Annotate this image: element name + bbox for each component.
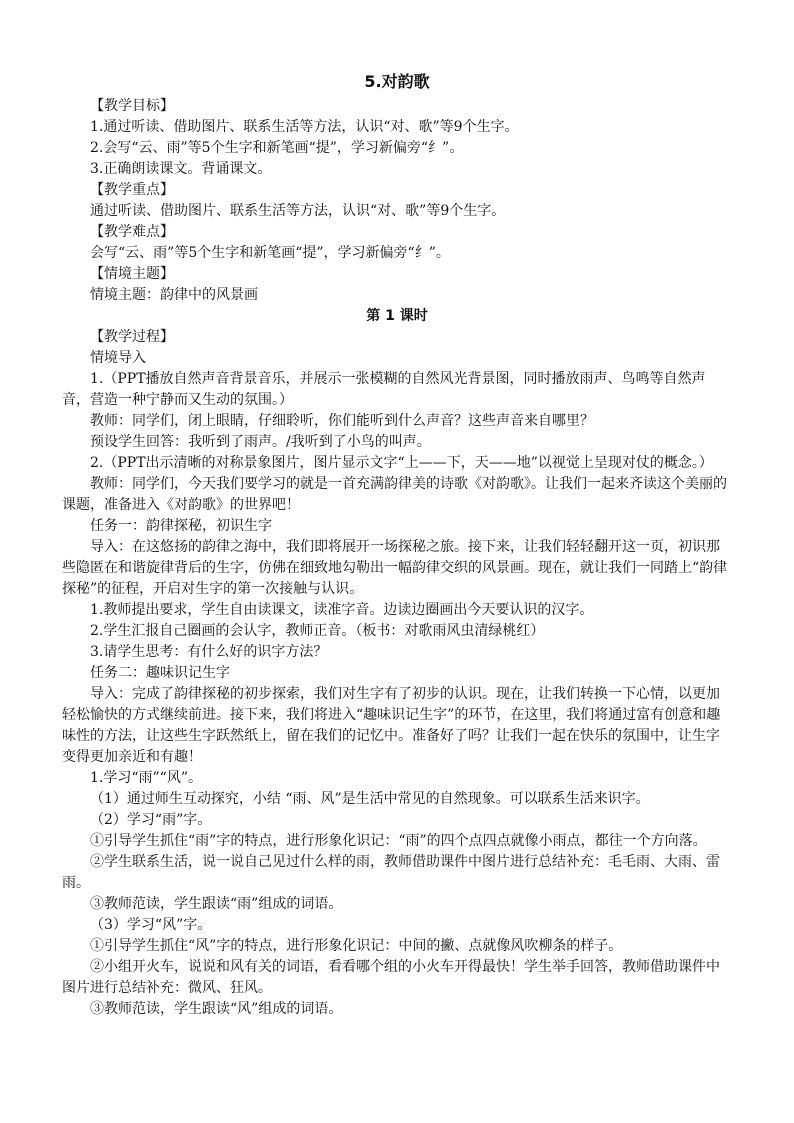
paragraph: ①引导学生抓住“雨”字的特点，进行形象化识记：“雨”的四个点四点就像小雨点，都往一个方向落。: [90, 833, 707, 849]
lesson-heading: 第 1 课时: [366, 308, 428, 324]
paragraph: 导入：在这悠扬的韵律之海中，我们即将展开一场探秘之旅。接下来，让我们轻轻翻开这一页，初识那些隐匿在和谐旋律背后的生字，仿佛在细致地勾勒出一幅韵律交织的风景画。现在，就让我们一同踏上“韵律探秘”的征程，开启对生字的第一次接触与认识。: [62, 539, 728, 597]
theme-text: 情境主题：韵律中的风景画: [90, 287, 258, 303]
section-heading-theme: 【情境主题】: [90, 266, 174, 282]
paragraph: 预设学生回答：我听到了雨声。/我听到了小鸟的叫声。: [90, 434, 431, 450]
paragraph: 教师：同学们，今天我们要学习的就是一首充满韵律美的诗歌《对韵歌》。让我们一起来齐读这个美丽的课题，准备进入《对韵歌》的世界吧！: [62, 476, 727, 513]
key-text: 通过听读、借助图片、联系生活等方法，认识“对、歌”等9个生字。: [90, 203, 506, 219]
paragraph: （2）学习“雨”字。: [90, 812, 212, 828]
section-heading-process: 【教学过程】: [90, 329, 174, 345]
section-heading-key: 【教学重点】: [90, 182, 174, 198]
goal-item: 2.会写“云、雨”等5个生字和新笔画“提”，学习新偏旁“纟”。: [90, 140, 464, 156]
intro-heading: 情境导入: [90, 350, 146, 366]
paragraph: 1.（PPT播放自然声音背景音乐，并展示一张模糊的自然风光背景图，同时播放雨声、鸟鸣等自然声音，营造一种宁静而又生动的氛围。）: [62, 371, 706, 408]
section-heading-goals: 【教学目标】: [90, 98, 174, 114]
paragraph: 3.请学生思考：有什么好的识字方法？: [90, 644, 328, 660]
goal-item: 3.正确朗读课文。背诵课文。: [90, 161, 272, 177]
paragraph: ①引导学生抓住“风”字的特点，进行形象化识记：中间的撇、点就像风吹柳条的样子。: [90, 938, 623, 954]
page-title: 5.对韵歌: [364, 72, 430, 91]
paragraph: ③教师范读，学生跟读“风”组成的词语。: [90, 1001, 343, 1017]
paragraph: ③教师范读，学生跟读“雨”组成的词语。: [90, 896, 343, 912]
paragraph: ②学生联系生活，说一说自己见过什么样的雨，教师借助课件中图片进行总结补充：毛毛雨、大雨、雷雨。: [62, 854, 720, 891]
task2-heading: 任务二：趣味识记生字: [90, 665, 230, 681]
task1-heading: 任务一：韵律探秘，初识生字: [90, 518, 272, 534]
paragraph: 2.学生汇报自己圈画的会认字，教师正音。（板书：对歌雨风虫清绿桃红）: [90, 623, 545, 639]
paragraph: 1.学习“雨”“风”。: [90, 770, 202, 786]
paragraph: （3）学习“风”字。: [90, 917, 212, 933]
paragraph: ②小组开火车，说说和风有关的词语，看看哪个组的小火车开得最快！学生举手回答，教师借助课件中图片进行总结补充：微风、狂风。: [62, 959, 720, 996]
section-heading-difficulty: 【教学难点】: [90, 224, 174, 240]
difficulty-text: 会写“云、雨”等5个生字和新笔画“提”，学习新偏旁“纟”。: [90, 245, 450, 261]
paragraph: 教师：同学们，闭上眼睛，仔细聆听，你们能听到什么声音？这些声音来自哪里？: [90, 413, 594, 429]
paragraph: （1）通过师生互动探究，小结 “雨、风”是生活中常见的自然现象。可以联系生活来识字。: [90, 791, 650, 807]
goal-item: 1.通过听读、借助图片、联系生活等方法，认识“对、歌”等9个生字。: [90, 119, 519, 135]
paragraph: 导入：完成了韵律探秘的初步探索，我们对生字有了初步的认识。现在，让我们转换一下心情，以更加轻松愉快的方式继续前进。接下来，我们将进入“趣味识记生字”的环节，在这里，我们将通过富有创意和趣味性的方法，让这些生字跃然纸上，留在我们的记忆中。准备好了吗？让我们一起在快乐的氛围中，让生字变得更加亲近和有趣！: [62, 686, 721, 765]
paragraph: 2.（PPT出示清晰的对称景象图片，图片显示文字“上——下，天——地”以视觉上呈现对仗的概念。）: [90, 455, 713, 471]
paragraph: 1.教师提出要求，学生自由读课文，读准字音。边读边圈画出今天要认识的汉字。: [90, 602, 594, 618]
